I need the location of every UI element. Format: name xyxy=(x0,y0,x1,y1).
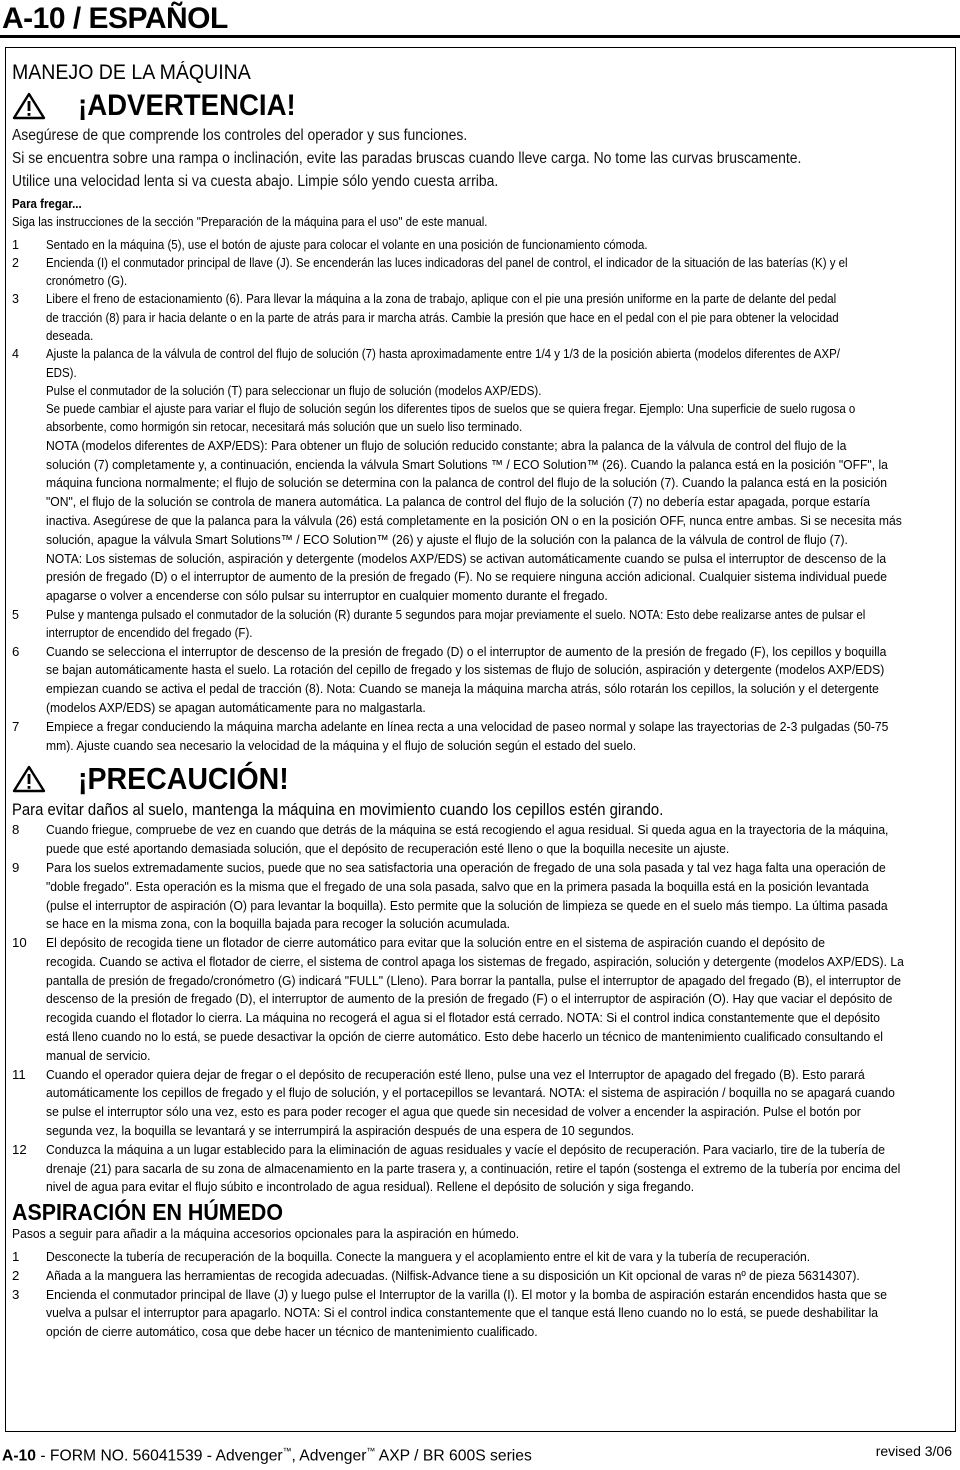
list-item xyxy=(12,643,952,718)
item-line: Cuando el operador quiera dejar de fregar o el depósito de recuperación esté lleno, pulse una vez el Interruptor de apagado del fregado (B). Esto parará xyxy=(46,1066,865,1082)
item-line: Cuando friegue, compruebe de vez en cuando que detrás de la máquina se está recogiendo el agua residual. Si queda agua en la trayectoria de la máquina, xyxy=(46,822,889,838)
item-line: Para los suelos extremadamente sucios, puede que no sea satisfactoria una operación de fregado de una sola pasada y tal vez haga falta una operación de xyxy=(46,859,886,875)
section-title-wet-vac: ASPIRACIÓN EN HÚMEDO xyxy=(12,1199,283,1226)
note-line: apagarse o volver a encenderse con sólo pulsar su interruptor en cualquier momento durante el fregado. xyxy=(46,588,608,604)
item-number: 5 xyxy=(12,607,19,622)
item-line: opción de cierre automático, cosa que debe hacer un técnico de mantenimiento cualificado. xyxy=(46,1324,538,1340)
caution-title: ¡PRECAUCIÓN! xyxy=(78,761,289,797)
warning-line: Asegúrese de que comprende los controles del operador y sus funciones. xyxy=(12,127,468,144)
page-header xyxy=(0,0,960,40)
warning-icon xyxy=(12,92,46,120)
warning-title: ¡ADVERTENCIA! xyxy=(78,89,296,122)
footer-model-text: , Advenger xyxy=(291,1447,367,1465)
list-item xyxy=(12,1286,952,1342)
page-footer xyxy=(0,1440,960,1470)
item-line: "doble fregado". Esta operación es la misma que el fregado de una sola pasada, salvo que en la primera pasada la boquilla está en la posición levantada xyxy=(46,878,869,894)
item-line: puede que esté aportando demasiada solución, que el depósito de recuperación esté lleno o que la boquilla necesite un ajuste. xyxy=(46,841,730,857)
item-number: 2 xyxy=(12,255,19,270)
note-line: inactiva. Asegúrese de que la palanca para la válvula (26) está completamente en la posición ON o en la posición OFF, nunca entre ambas. Si se necesita más xyxy=(46,512,902,528)
item-line: Sentado en la máquina (5), use el botón de ajuste para colocar el volante en una posición de funcionamiento cómoda. xyxy=(46,237,648,252)
list-item xyxy=(12,254,952,291)
item-number: 4 xyxy=(12,347,19,362)
warning-heading xyxy=(12,86,952,124)
note-line: NOTA (modelos diferentes de AXP/EDS): Para obtener un flujo de solución reducido constante; abra la palanca de la válvula de control del flujo de la xyxy=(46,437,847,453)
page-title: A-10 / ESPAÑOL xyxy=(2,2,228,35)
trademark-mark: ™ xyxy=(366,1446,376,1456)
item-line: Ajuste la palanca de la válvula de control del flujo de solución (7) hasta aproximadamente entre 1/4 y 1/3 de la posición abierta (modelos diferentes de AXP/ xyxy=(46,347,840,362)
note-line: presión de fregado (D) o el interruptor de aumento de la presión de fregado (F). No se requiere ninguna acción adicional. Cualquier sistema individual puede xyxy=(46,569,888,585)
list-item xyxy=(12,718,952,756)
caution-heading xyxy=(12,759,952,799)
item-number: 7 xyxy=(12,718,20,734)
item-line: absorbente, como hormigón sin retocar, necesitará más solución que un suelo liso terminado. xyxy=(46,420,523,435)
item-line: deseada. xyxy=(46,328,94,343)
item-line: nivel de agua para evitar el flujo súbito e incontrolado de agua residual). Rellene el depósito de solución y siga fregando. xyxy=(46,1179,695,1195)
note-line: máquina funciona normalmente; el flujo de solución se determina con la palanca de control del flujo de la solución (7). Cuando la palanca está en la posición xyxy=(46,475,888,491)
list-item xyxy=(12,1248,952,1267)
item-line: (modelos AXP/EDS) se apagan automáticamente para no malgastarla. xyxy=(46,699,426,715)
item-line: Pulse y mantenga pulsado el conmutador de la solución (R) durante 5 segundos para mojar previamente el suelo. NOTA: Esto debe realizarse antes de pulsar el xyxy=(46,607,866,622)
list-item xyxy=(12,1066,952,1141)
caution-text: Para evitar daños al suelo, mantenga la máquina en movimiento cuando los cepillos estén girando. xyxy=(12,801,664,820)
item-line: manual de servicio. xyxy=(46,1047,151,1063)
list-item xyxy=(12,236,952,254)
item-line: segunda vez, la boquilla se levantará y se interrumpirá la aspiración después de una espera de 10 segundos. xyxy=(46,1123,635,1139)
note-block xyxy=(12,437,952,550)
item-line: recogida cuando el flotador lo cierra. La máquina no recogerá el agua si el flotador está cerrado. NOTA: Si el control indica constantemente que el depósito xyxy=(46,1010,881,1026)
note-line: NOTA: Los sistemas de solución, aspiración y detergente (modelos AXP/EDS) se activan automáticamente cuando se pulsa el interruptor de descenso de la xyxy=(46,550,887,566)
item-line: Desconecte la tubería de recuperación de la boquilla. Conecte la manguera y el acoplamiento entre el kit de vara y la tubería de recuperación. xyxy=(46,1249,811,1265)
item-line: pantalla de presión de fregado/cronómetro (G) indicará "FULL" (Lleno). Para borrar la pantalla, pulse el interruptor de apagado del fregado (B), el interruptor de xyxy=(46,972,902,988)
item-line: se bajan automáticamente hasta el suelo. La rotación del cepillo de fregado y los sistemas de flujo de solución, aspiración y detergente (modelos AXP/EDS) xyxy=(46,662,885,678)
footer-form-info xyxy=(2,1446,532,1465)
item-line: Cuando se selecciona el interruptor de descenso de la presión de fregado (D) o el interruptor de aumento de la presión de fregado (F), los cepillos y boquilla xyxy=(46,643,887,659)
warning-line: Si se encuentra sobre una rampa o inclinación, evite las paradas bruscas cuando lleve carga. No tome las curvas bruscamente. xyxy=(12,150,802,167)
footer-page-number: A-10 xyxy=(2,1447,36,1465)
warning-text xyxy=(12,124,952,193)
item-line: Libere el freno de estacionamiento (6). Para llevar la máquina a la zona de trabajo, aplique con el pie una presión uniforme en la parte de delante del pedal xyxy=(46,292,837,307)
warning-line: Utilice una velocidad lenta si va cuesta abajo. Limpie sólo yendo cuesta arriba. xyxy=(12,173,499,190)
item-line: empiezan cuando se activa el pedal de tracción (8). Nota: Cuando se maneja la máquina marcha atrás, sólo rotarán los cepillos, la solución y el detergente xyxy=(46,681,879,697)
item-line: se hace en la misma zona, con la boquilla bajada para recoger la solución acumulada. xyxy=(46,916,511,932)
item-line: de tracción (8) para ir hacia delante o en la parte de atrás para ir marcha atrás. Cambie la presión que hace en el pedal con el pie para obtener la velocidad xyxy=(46,310,839,325)
list-item xyxy=(12,345,952,436)
wet-vac-intro: Pasos a seguir para añadir a la máquina accesorios opcionales para la aspiración en húmedo. xyxy=(12,1226,520,1242)
trademark-mark: ™ xyxy=(282,1446,292,1456)
note-line: "ON", el flujo de la solución se controla de manera automática. La palanca de control del flujo de la solución (7) no debería estar apagada, porque estaría xyxy=(46,494,871,510)
item-line: Empiece a fregar conduciendo la máquina marcha adelante en línea recta a una velocidad de paseo normal y solape las trayectorias de 2-3 pulgadas (50-75 xyxy=(46,718,889,734)
item-line: EDS). xyxy=(46,365,77,380)
item-line: drenaje (21) para sacarla de su zona de almacenamiento en la parte trasera y, a continuación, retire el tapón (sostenga el extremo de la tubería por encima del xyxy=(46,1160,901,1176)
item-line: recogida. Cuando se activa el flotador de cierre, el sistema de control apaga los sistemas de fregado, aspiración, solución y detergente (modelos AXP/EDS). La xyxy=(46,953,904,969)
main-content xyxy=(12,60,952,1342)
item-line: mm). Ajuste cuando sea necesario la velocidad de la máquina y el flujo de solución según el estado del suelo. xyxy=(46,737,637,753)
item-line: está lleno cuando no lo está, se puede desactivar la opción de cierre automático. Esto debe hacerlo un técnico de mantenimiento cualificado consultando el xyxy=(46,1029,884,1045)
subheading-scrub: Para fregar... xyxy=(12,197,82,211)
item-line: El depósito de recogida tiene un flotador de cierre automático para evitar que la solución entre en el sistema de aspiración cuando el depósito de xyxy=(46,935,825,951)
item-number: 6 xyxy=(12,643,20,659)
item-number: 3 xyxy=(12,1286,20,1302)
item-line: automáticamente los cepillos de fregado y el flujo de solución, y el portacepillos se levantará. NOTA: el sistema de aspiración / boquilla no se apagará cuando xyxy=(46,1085,895,1101)
footer-revision: revised 3/06 xyxy=(875,1443,952,1459)
header-rule xyxy=(0,35,960,38)
item-number: 3 xyxy=(12,292,19,307)
item-line: se pulse el interruptor sólo una vez, esto es para poder recoger el agua que quede sin necesidad de volver a encender la aspiración. Pulse el botón por xyxy=(46,1104,861,1120)
list-item xyxy=(12,821,952,859)
item-line: Encienda (I) el conmutador principal de llave (J). Se encenderán las luces indicadoras del panel de control, el indicador de la situación de las baterías (K) y el xyxy=(46,255,848,270)
caution-icon xyxy=(12,765,46,793)
item-number: 9 xyxy=(12,859,20,875)
item-number: 12 xyxy=(12,1141,27,1157)
item-line: Se puede cambiar el ajuste para variar el flujo de solución según los diferentes tipos de suelos que se quiera fregar. Ejemplo: Una superficie de suelo rugosa o xyxy=(46,402,856,417)
item-line: Encienda el conmutador principal de llave (J) y luego pulse el Interruptor de la varilla (I). El motor y la bomba de aspiración estarán encendidos hasta que se xyxy=(46,1286,887,1302)
footer-series-text: AXP / BR 600S series xyxy=(375,1447,532,1465)
note-line: solución (7) completamente y, a continuación, encienda la válvula Smart Solutions ™ / ECO Solution™ (26). Cuando la palanca está en la posición "OFF", la xyxy=(46,456,888,472)
item-line: cronómetro (G). xyxy=(46,274,128,289)
list-item xyxy=(12,1141,952,1197)
item-line: interruptor de encendido del fregado (F). xyxy=(46,626,253,641)
note-block xyxy=(12,550,952,606)
item-number: 11 xyxy=(12,1066,26,1082)
list-item xyxy=(12,290,952,345)
item-number: 8 xyxy=(12,822,20,838)
list-item xyxy=(12,934,952,1066)
item-number: 2 xyxy=(12,1267,20,1283)
list-item xyxy=(12,606,952,643)
item-line: vuelva a pulsar el interruptor para apagarlo. NOTA: Si el control indica constantemente que el tanque está lleno cuando no lo está, se puede deshabilitar la xyxy=(46,1305,879,1321)
section-title-operation: MANEJO DE LA MÁQUINA xyxy=(12,61,251,84)
item-line: Pulse el conmutador de la solución (T) para seleccionar un flujo de solución (modelos AXP/EDS). xyxy=(46,383,542,398)
footer-form-text: - FORM NO. 56041539 - Advenger xyxy=(35,1447,283,1465)
item-line: Añada a la manguera las herramientas de recogida adecuadas. (Nilfisk-Advance tiene a su disposición un Kit opcional de varas nº de pieza 56314307). xyxy=(46,1267,860,1283)
list-item xyxy=(12,1267,952,1286)
note-line: solución, apague la válvula Smart Solutions™ / ECO Solution™ (26) y ajuste el flujo de la solución con la palanca de la válvula de control de flujo (7). xyxy=(46,531,848,547)
item-number: 10 xyxy=(12,935,27,951)
item-line: Conduzca la máquina a un lugar establecido para la eliminación de aguas residuales y vacíe el depósito de recuperación. Para vaciarlo, tire de la tubería de xyxy=(46,1141,886,1157)
item-number: 1 xyxy=(12,1249,20,1265)
item-line: descenso de la presión de fregado (D), el interruptor de aumento de la presión de fregado (F) o el interruptor de aspiración (O). Hay que vaciar el depósito de xyxy=(46,991,893,1007)
list-item xyxy=(12,859,952,934)
item-number: 1 xyxy=(12,237,19,252)
item-line: (pulse el interruptor de aspiración (O) para levantar la boquilla). Esto permite que la solución de limpieza se quede en el suelo más tiempo. La última pasada xyxy=(46,897,888,913)
scrub-intro: Siga las instrucciones de la sección "Preparación de la máquina para el uso" de este manual. xyxy=(12,215,488,229)
